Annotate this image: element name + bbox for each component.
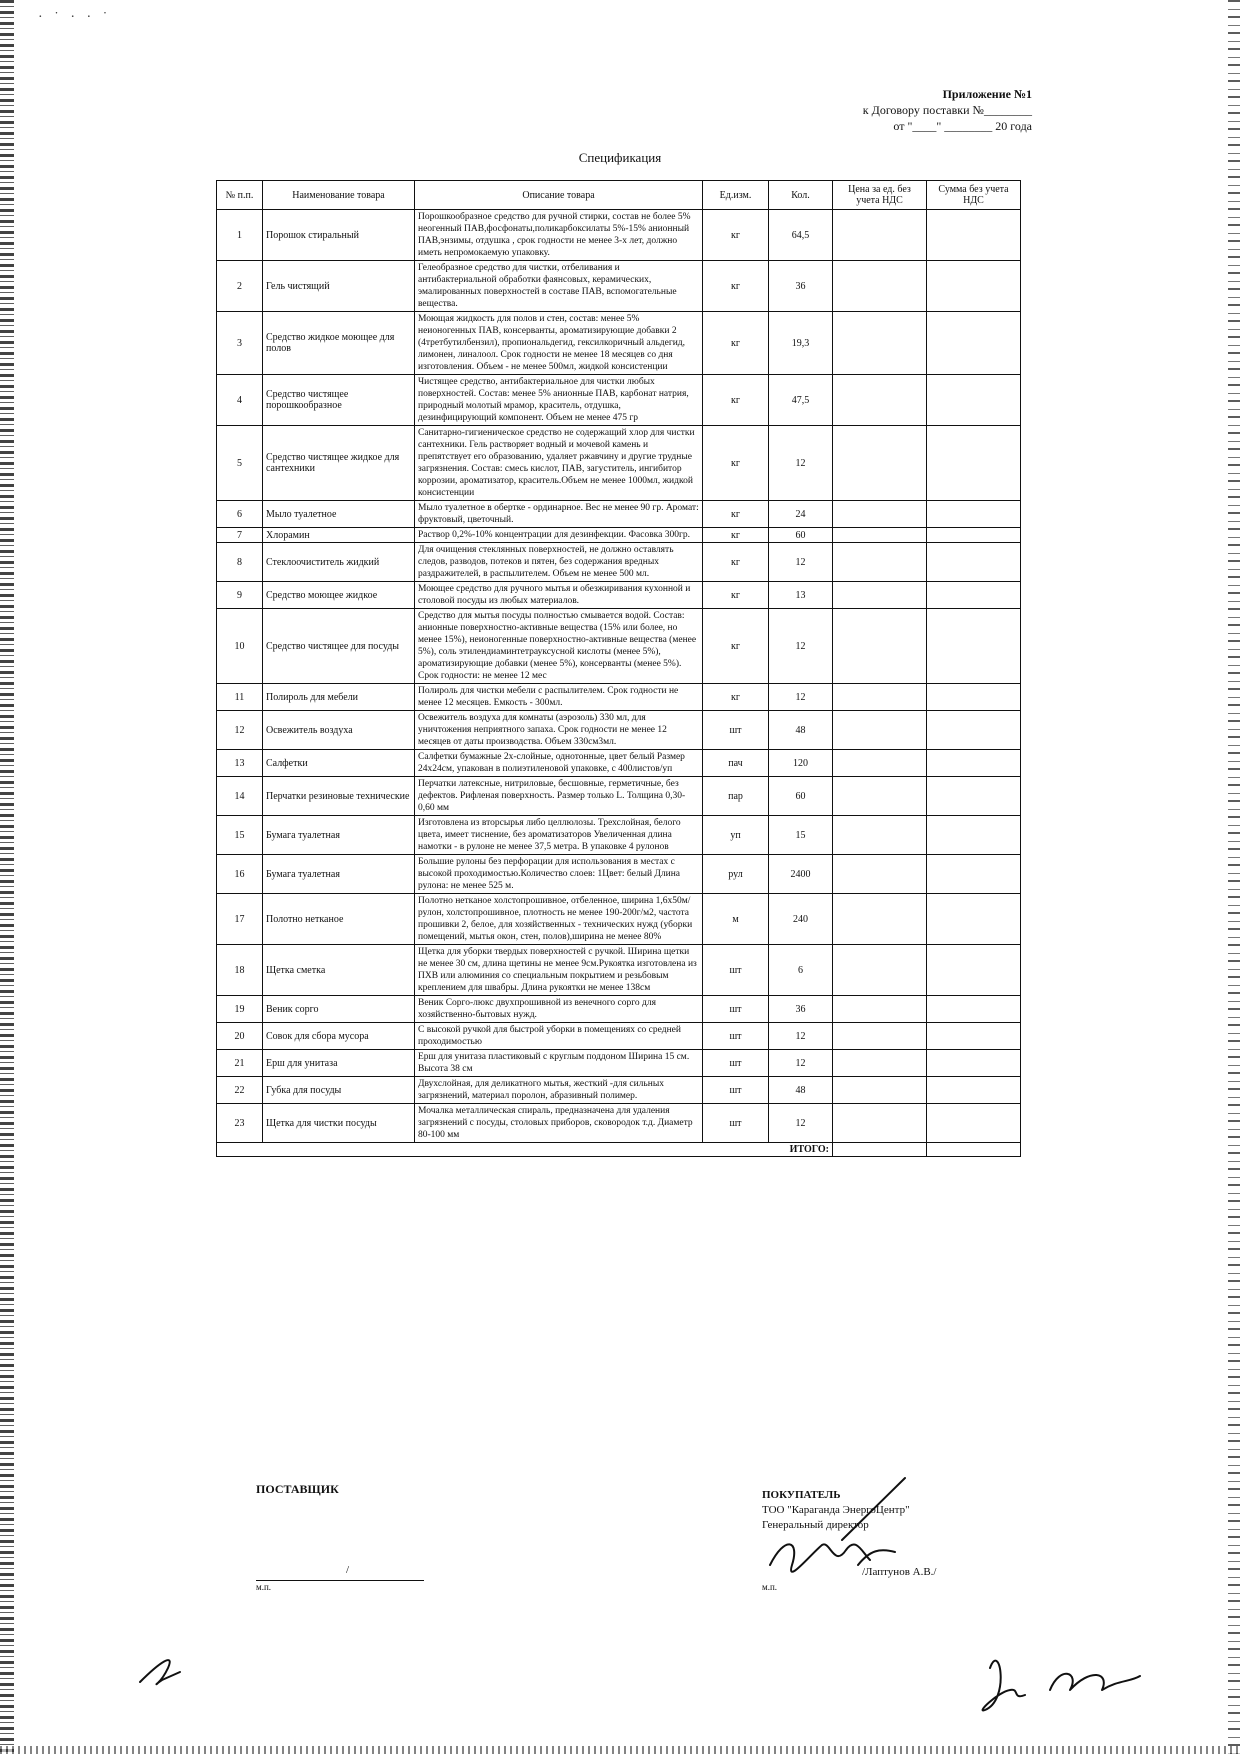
- supplier-stamp-place: м.п.: [256, 1582, 272, 1592]
- row-unit: кг: [703, 582, 769, 609]
- row-num: 23: [217, 1104, 263, 1143]
- row-num: 18: [217, 945, 263, 996]
- row-name: Полироль для мебели: [263, 684, 415, 711]
- row-unit: шт: [703, 996, 769, 1023]
- row-unit: кг: [703, 312, 769, 375]
- row-name: Перчатки резиновые технические: [263, 777, 415, 816]
- row-num: 13: [217, 750, 263, 777]
- row-num: 9: [217, 582, 263, 609]
- row-unit: кг: [703, 684, 769, 711]
- col-header-desc: Описание товара: [415, 181, 703, 210]
- col-header-num: № п.п.: [217, 181, 263, 210]
- row-desc: Перчатки латексные, нитриловые, бесшовные, герметичные, без дефектов. Рифленая поверхность. Размер только L. Толщина 0,30-0,60 мм: [415, 777, 703, 816]
- row-desc: Освежитель воздуха для комнаты (аэрозоль) 330 мл, для уничтожения неприятного запаха. Срок годности не менее 12 месяцев от даты производства. Объем 330см3мл.: [415, 711, 703, 750]
- row-name: Порошок стиральный: [263, 210, 415, 261]
- row-name: Щетка для чистки посуды: [263, 1104, 415, 1143]
- col-header-price: Цена за ед. без учета НДС: [833, 181, 927, 210]
- total-label: ИТОГО:: [217, 1143, 833, 1157]
- row-qty: 12: [769, 609, 833, 684]
- row-num: 3: [217, 312, 263, 375]
- row-desc: Порошкообразное средство для ручной стирки, состав не более 5% неогенный ПАВ,фосфонаты,поликарбоксилаты 5%-15% анионный ПАВ,энзимы, отдушка , срок годности не менее 3-х лет, должно иметь непромокаемую упаковку.: [415, 210, 703, 261]
- row-unit: рул: [703, 855, 769, 894]
- col-header-unit: Ед.изм.: [703, 181, 769, 210]
- row-desc: Моющая жидкость для полов и стен, состав: менее 5% неионогенных ПАВ, консерванты, ароматизирующие добавки 2 (4третбутилбензил), пропиональдегид, гексилкоричный альдегид, лимонен, линалоол. Срок годности не менее 18 месяцев со дня изготовления. Объем - не менее 500мл, жидкой консистенции: [415, 312, 703, 375]
- row-num: 16: [217, 855, 263, 894]
- row-desc: Веник Сорго-люкс двухпрошивной из венечного сорго для хозяйственно-бытовых нужд.: [415, 996, 703, 1023]
- row-num: 12: [217, 711, 263, 750]
- row-num: 4: [217, 375, 263, 426]
- row-name: Хлорамин: [263, 528, 415, 543]
- row-qty: 2400: [769, 855, 833, 894]
- row-num: 2: [217, 261, 263, 312]
- row-qty: 12: [769, 1050, 833, 1077]
- row-qty: 36: [769, 996, 833, 1023]
- row-num: 14: [217, 777, 263, 816]
- row-unit: кг: [703, 501, 769, 528]
- row-desc: Ерш для унитаза пластиковый с круглым поддоном Ширина 15 см. Высота 38 см: [415, 1050, 703, 1077]
- row-qty: 36: [769, 261, 833, 312]
- scan-specks: · ˙ · · ˙: [38, 10, 112, 25]
- row-desc: Салфетки бумажные 2х-слойные, однотонные, цвет белый Размер 24х24см, упакован в полиэтиленовой упаковке, с 400листов/уп: [415, 750, 703, 777]
- row-desc: Для очищения стеклянных поверхностей, не должно оставлять следов, разводов, потеков и пятен, без содержания вредных раздражителей, в распылителем. Объем не менее 500 мл.: [415, 543, 703, 582]
- row-name: Средство чистящее жидкое для сантехники: [263, 426, 415, 501]
- row-unit: м: [703, 894, 769, 945]
- row-name: Стеклоочиститель жидкий: [263, 543, 415, 582]
- row-name: Средство чистящее для посуды: [263, 609, 415, 684]
- row-qty: 60: [769, 777, 833, 816]
- row-unit: кг: [703, 375, 769, 426]
- row-qty: 12: [769, 426, 833, 501]
- row-unit: шт: [703, 711, 769, 750]
- row-num: 15: [217, 816, 263, 855]
- col-header-qty: Кол.: [769, 181, 833, 210]
- row-name: Веник сорго: [263, 996, 415, 1023]
- document-title: Спецификация: [578, 150, 662, 165]
- row-num: 1: [217, 210, 263, 261]
- row-num: 20: [217, 1023, 263, 1050]
- buyer-label: ПОКУПАТЕЛЬ: [762, 1489, 841, 1501]
- row-unit: кг: [703, 543, 769, 582]
- row-qty: 12: [769, 543, 833, 582]
- row-name: Средство жидкое моющее для полов: [263, 312, 415, 375]
- row-name: Бумага туалетная: [263, 816, 415, 855]
- row-unit: кг: [703, 261, 769, 312]
- row-desc: Санитарно-гигиеническое средство не содержащий хлор для чистки сантехники. Гель растворяет водный и мочевой камень и препятствует его образованию, удаляет ржавчину и другие трудные загрязнения. Состав: смесь кислот, ПАВ, загуститель, ингибитор коррозии, ароматизатор, краситель.Объем не менее 1000мл, жидкой консистенции: [415, 426, 703, 501]
- buyer-name: /Лаптунов А.В./: [862, 1566, 937, 1578]
- row-name: Ерш для унитаза: [263, 1050, 415, 1077]
- row-qty: 12: [769, 1023, 833, 1050]
- row-qty: 24: [769, 501, 833, 528]
- row-unit: шт: [703, 945, 769, 996]
- buyer-org: ТОО "Караганда ЭнергоЦентр": [762, 1504, 910, 1516]
- row-desc: Гелеобразное средство для чистки, отбеливания и антибактериальной обработки фаянсовых, керамических, эмалированных поверхностей в составе ПАВ, вспомогательные вещества.: [415, 261, 703, 312]
- row-num: 19: [217, 996, 263, 1023]
- buyer-signature-scribble: [770, 1478, 905, 1572]
- row-desc: С высокой ручкой для быстрой уборки в помещениях со средней проходимостью: [415, 1023, 703, 1050]
- row-desc: Мыло туалетное в обертке - ординарное. Вес не менее 90 гр. Аромат: фруктовый, цветочный.: [415, 501, 703, 528]
- row-name: Средство чистящее порошкообразное: [263, 375, 415, 426]
- buyer-position: Генеральный директор: [762, 1519, 869, 1531]
- buyer-stamp-place: м.п.: [762, 1582, 778, 1592]
- row-num: 7: [217, 528, 263, 543]
- row-unit: пар: [703, 777, 769, 816]
- row-name: Салфетки: [263, 750, 415, 777]
- row-qty: 240: [769, 894, 833, 945]
- contract-line: к Договору поставки №________: [862, 103, 1032, 117]
- row-desc: Щетка для уборки твердых поверхностей с ручкой. Ширина щетки не менее 30 см, длина щетины не менее 9см.Рукоятка изготовлена из ПХВ или алюминия со специальным покрытием и резьбовым креплением для швабры. Длина рукоятки не менее 138см: [415, 945, 703, 996]
- row-unit: кг: [703, 426, 769, 501]
- row-num: 17: [217, 894, 263, 945]
- col-header-sum: Сумма без учета НДС: [927, 181, 1021, 210]
- annex-label: Приложение №1: [942, 87, 1032, 101]
- initials-bottom-right: [983, 1661, 1140, 1711]
- row-unit: шт: [703, 1023, 769, 1050]
- row-num: 22: [217, 1077, 263, 1104]
- row-qty: 60: [769, 528, 833, 543]
- row-name: Мыло туалетное: [263, 501, 415, 528]
- row-unit: кг: [703, 210, 769, 261]
- row-num: 8: [217, 543, 263, 582]
- row-num: 5: [217, 426, 263, 501]
- row-qty: 13: [769, 582, 833, 609]
- row-desc: Двухслойная, для деликатного мытья, жесткий -для сильных загрязнений, материал поролон, абразивный полимер.: [415, 1077, 703, 1104]
- date-line: от "____" ________ 20 года: [893, 119, 1032, 133]
- row-desc: Изготовлена из вторсырья либо целлюлозы. Трехслойная, белого цвета, имеет тиснение, без ароматизаторов Увеличенная длина намотки - в рулоне не менее 37,5 метра. В упаковке 4 рулонов: [415, 816, 703, 855]
- row-qty: 19,3: [769, 312, 833, 375]
- row-desc: Моющее средство для ручного мытья и обезжиривания кухонной и столовой посуды из любых материалов.: [415, 582, 703, 609]
- row-name: Освежитель воздуха: [263, 711, 415, 750]
- row-name: Гель чистящий: [263, 261, 415, 312]
- supplier-sign-separator: /: [346, 1564, 350, 1576]
- row-unit: кг: [703, 528, 769, 543]
- row-name: Совок для сбора мусора: [263, 1023, 415, 1050]
- row-name: Щетка сметка: [263, 945, 415, 996]
- supplier-label: ПОСТАВЩИК: [256, 1482, 339, 1496]
- row-name: Средство моющее жидкое: [263, 582, 415, 609]
- row-unit: пач: [703, 750, 769, 777]
- row-desc: Мочалка металлическая спираль, предназначена для удаления загрязнений с посуды, столовых приборов, сковородок т.д. Диаметр 80-100 мм: [415, 1104, 703, 1143]
- row-unit: шт: [703, 1050, 769, 1077]
- row-qty: 64,5: [769, 210, 833, 261]
- row-name: Бумага туалетная: [263, 855, 415, 894]
- row-qty: 6: [769, 945, 833, 996]
- row-unit: кг: [703, 609, 769, 684]
- row-qty: 120: [769, 750, 833, 777]
- row-name: Полотно нетканое: [263, 894, 415, 945]
- row-name: Губка для посуды: [263, 1077, 415, 1104]
- row-desc: Раствор 0,2%-10% концентрации для дезинфекции. Фасовка 300гр.: [415, 528, 703, 543]
- row-qty: 47,5: [769, 375, 833, 426]
- row-desc: Чистящее средство, антибактериальное для чистки любых поверхностей. Состав: менее 5% анионные ПАВ, карбонат натрия, природный молотый мрамор, краситель, отдушка, дезинфицирующий компонент. Объем не менее 475 гр: [415, 375, 703, 426]
- row-qty: 15: [769, 816, 833, 855]
- row-desc: Полотно нетканое холстопрошивное, отбеленное, ширина 1,6х50м/рулон, холстопрошивное, плотность не менее 190-200г/м2, частота прошивки 2, белое, для хозяйственных - технических нужд (уборки помещений, мытья окон, стен, полов),ширина не менее 80%: [415, 894, 703, 945]
- initials-bottom-left: [140, 1660, 180, 1684]
- row-desc: Большие рулоны без перфорации для использования в местах с высокой проходимостью.Количество слоев: 1Цвет: белый Длина рулона: не менее 525 м.: [415, 855, 703, 894]
- row-qty: 48: [769, 711, 833, 750]
- row-num: 6: [217, 501, 263, 528]
- row-qty: 48: [769, 1077, 833, 1104]
- row-unit: шт: [703, 1104, 769, 1143]
- row-desc: Полироль для чистки мебели с распылителем. Срок годности не менее 12 месяцев. Емкость - 300мл.: [415, 684, 703, 711]
- row-num: 10: [217, 609, 263, 684]
- row-desc: Средство для мытья посуды полностью смывается водой. Состав: анионные поверхностно-активные вещества (15% или более, но менее 15%), неионогенные поверхностно-активные вещества (менее 5%), соль этилендиаминтетрауксусной кислоты (менее 5%), ароматизирующие добавки (менее 5%), консерванты (менее 5%). Срок годности: не менее 12 мес: [415, 609, 703, 684]
- col-header-name: Наименование товара: [263, 181, 415, 210]
- row-qty: 12: [769, 684, 833, 711]
- row-qty: 12: [769, 1104, 833, 1143]
- row-unit: шт: [703, 1077, 769, 1104]
- row-unit: уп: [703, 816, 769, 855]
- row-num: 21: [217, 1050, 263, 1077]
- row-num: 11: [217, 684, 263, 711]
